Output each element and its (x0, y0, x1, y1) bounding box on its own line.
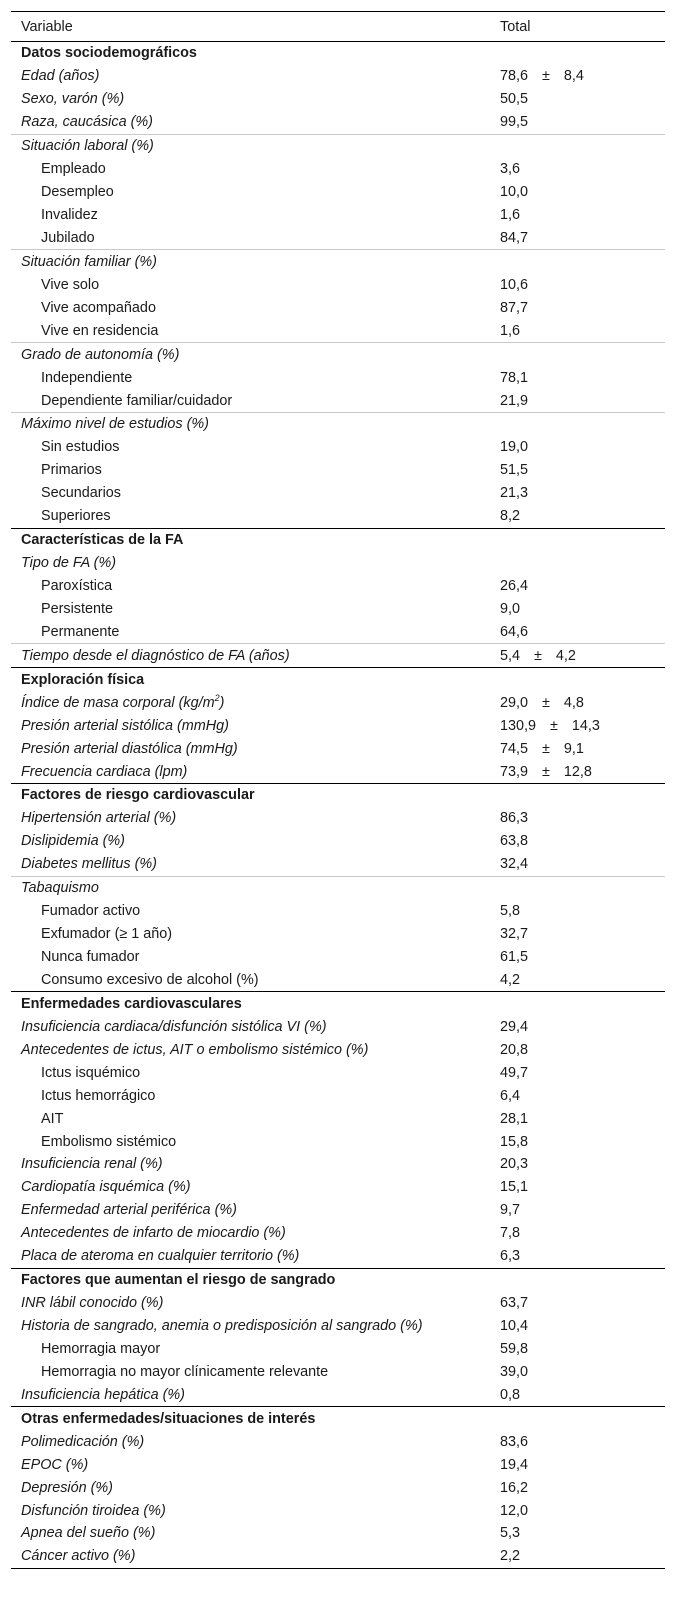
row-label-text: Diabetes mellitus (%) (21, 856, 157, 873)
row-label-text: Consumo excesivo de alcohol (%) (41, 971, 259, 988)
row-label-text: Factores que aumentan el riesgo de sangrado (21, 1272, 336, 1289)
row-value-sd: 12,8 (563, 763, 592, 780)
row-label-text: Independiente (41, 369, 133, 386)
row-value-mean: 78,6 (500, 68, 529, 85)
row-value (500, 764, 665, 780)
row-label (11, 1480, 500, 1496)
row-label-text: Antecedentes de ictus, AIT o embolismo sistémico (%) (21, 1041, 369, 1058)
row-label-text: AIT (41, 1110, 64, 1127)
row-label (11, 555, 500, 571)
row-label (11, 578, 500, 594)
table-row (11, 876, 665, 900)
row-label-text: Situación familiar (%) (21, 253, 157, 270)
row-value (500, 68, 665, 84)
row-label (11, 184, 500, 200)
row-label (11, 787, 500, 803)
row-value: 21,3 (500, 485, 529, 502)
row-label-text: Tabaquismo (21, 880, 99, 897)
row-label-text: Empleado (41, 161, 106, 178)
table-row (11, 1107, 665, 1130)
row-label (11, 1134, 500, 1150)
row-label (11, 1111, 500, 1127)
row-label (11, 416, 500, 432)
table-row (11, 1199, 665, 1222)
row-label-text: Otras enfermedades/situaciones de interés (21, 1410, 316, 1427)
row-label (11, 972, 500, 988)
row-value: 15,8 (500, 1133, 529, 1150)
row-label-text: Vive en residencia (41, 322, 159, 339)
row-label (11, 833, 500, 849)
row-label-text: Nunca fumador (41, 949, 140, 966)
row-label-text: Historia de sangrado, anemia o predisposición al sangrado (%) (21, 1318, 423, 1335)
row-value: 10,6 (500, 276, 529, 293)
row-label (11, 1088, 500, 1104)
row-value: 7,8 (500, 1225, 521, 1242)
row-value: 59,8 (500, 1340, 529, 1357)
table-row (11, 319, 665, 342)
table-row (11, 946, 665, 969)
row-value: 12,0 (500, 1502, 529, 1519)
row-value: 61,5 (500, 949, 529, 966)
row-value: 64,6 (500, 623, 529, 640)
row-value-sd: 4,8 (563, 694, 584, 711)
row-value-sd: 4,2 (555, 647, 576, 664)
row-value: 99,5 (500, 114, 529, 131)
row-label (11, 300, 500, 316)
table-row (11, 807, 665, 830)
table-row (11, 134, 665, 158)
table-row (11, 1130, 665, 1153)
row-value: 15,1 (500, 1179, 529, 1196)
table-body (11, 42, 665, 1568)
row-value-plusminus: ± (542, 68, 550, 85)
table-bottom-rule (11, 1568, 665, 1569)
section-header-row (11, 991, 665, 1015)
row-label-text: Raza, caucásica (%) (21, 114, 153, 131)
row-label-text: Placa de ateroma en cualquier territorio (%) (21, 1248, 300, 1265)
row-label-text: Insuficiencia cardiaca/disfunción sistólica VI (%) (21, 1018, 327, 1035)
row-label (11, 1156, 500, 1172)
row-value: 0,8 (500, 1386, 521, 1403)
table-row (11, 412, 665, 436)
table-row (11, 1476, 665, 1499)
row-label-text: Embolismo sistémico (41, 1133, 177, 1150)
row-label (11, 161, 500, 177)
row-value-mean: 130,9 (500, 717, 537, 734)
row-label (11, 1341, 500, 1357)
row-label (11, 508, 500, 524)
row-value: 20,8 (500, 1041, 529, 1058)
row-label (11, 68, 500, 84)
row-value: 29,4 (500, 1018, 529, 1035)
table-row (11, 760, 665, 783)
row-label (11, 810, 500, 826)
row-value: 32,4 (500, 856, 529, 873)
row-value-mean: 5,4 (500, 647, 521, 664)
table-row (11, 575, 665, 598)
row-label (11, 347, 500, 363)
table-row (11, 1499, 665, 1522)
row-label-text: Invalidez (41, 207, 98, 224)
row-label-text: Edad (años) (21, 68, 100, 85)
row-label (11, 1295, 500, 1311)
row-label-text: Hipertensión arterial (%) (21, 810, 177, 827)
row-label (11, 1272, 500, 1288)
row-label (11, 462, 500, 478)
row-label (11, 1202, 500, 1218)
row-value-plusminus: ± (534, 647, 542, 664)
row-label-superscript: 2 (214, 692, 220, 703)
row-label-text: Dislipidemia (%) (21, 833, 125, 850)
table-row (11, 1430, 665, 1453)
table-row (11, 296, 665, 319)
row-label (11, 254, 500, 270)
row-label (11, 764, 500, 780)
row-label (11, 1387, 500, 1403)
row-label (11, 114, 500, 130)
table-row (11, 552, 665, 575)
row-value: 84,7 (500, 229, 529, 246)
row-value: 5,3 (500, 1525, 521, 1542)
section-header-row (11, 42, 665, 65)
row-label-text: Permanente (41, 623, 120, 640)
row-label (11, 996, 500, 1012)
table-row (11, 1292, 665, 1315)
row-value: 63,8 (500, 833, 529, 850)
row-value (500, 718, 665, 734)
row-value: 3,6 (500, 161, 521, 178)
table-row (11, 1222, 665, 1245)
row-label-text: Secundarios (41, 485, 121, 502)
row-label-text: Vive solo (41, 276, 100, 293)
header-variable: Variable (21, 18, 73, 35)
row-value-plusminus: ± (542, 694, 550, 711)
row-label-text: Persistente (41, 600, 113, 617)
section-header-row (11, 1406, 665, 1430)
row-value: 16,2 (500, 1479, 529, 1496)
row-value: 63,7 (500, 1295, 529, 1312)
row-label (11, 45, 500, 61)
row-label-text: Exfumador (≥ 1 año) (41, 926, 173, 943)
row-label (11, 1457, 500, 1473)
row-value-plusminus: ± (550, 717, 558, 734)
table-row (11, 1545, 665, 1568)
row-label-text: Dependiente familiar/cuidador (41, 392, 233, 409)
row-label-text: Vive acompañado (41, 299, 156, 316)
row-label-text: Sin estudios (41, 439, 120, 456)
row-value-sd: 9,1 (563, 740, 584, 757)
row-label-text: Tipo de FA (%) (21, 555, 117, 572)
row-value: 51,5 (500, 462, 529, 479)
table-row (11, 1245, 665, 1268)
table-row (11, 737, 665, 760)
row-label-text: Enfermedades cardiovasculares (21, 995, 242, 1012)
row-label-text: Ictus hemorrágico (41, 1087, 156, 1104)
row-label (11, 1019, 500, 1035)
table-row (11, 227, 665, 250)
row-label (11, 1364, 500, 1380)
row-label-text: Cáncer activo (%) (21, 1548, 136, 1565)
table-row (11, 969, 665, 992)
row-label-text: Apnea del sueño (%) (21, 1525, 156, 1542)
table-row (11, 620, 665, 643)
row-value: 5,8 (500, 903, 521, 920)
row-label-text: Sexo, varón (%) (21, 91, 125, 108)
table-row (11, 1015, 665, 1038)
row-label (11, 1434, 500, 1450)
row-value-mean: 73,9 (500, 763, 529, 780)
row-label-text: Hemorragia mayor (41, 1340, 161, 1357)
row-label (11, 1042, 500, 1058)
row-label-text: EPOC (%) (21, 1456, 89, 1473)
table-row (11, 1315, 665, 1338)
row-label (11, 323, 500, 339)
section-header-row (11, 1268, 665, 1292)
row-label-text: Paroxística (41, 578, 113, 595)
row-value: 49,7 (500, 1064, 529, 1081)
row-label (11, 439, 500, 455)
table-row (11, 1038, 665, 1061)
row-label (11, 1248, 500, 1264)
table-row (11, 505, 665, 528)
row-label-text: Datos sociodemográficos (21, 45, 197, 62)
row-label (11, 624, 500, 640)
row-label-text: Desempleo (41, 184, 114, 201)
row-label-text: Presión arterial diastólica (mmHg) (21, 740, 238, 757)
section-header-row (11, 667, 665, 691)
row-label (11, 532, 500, 548)
row-value: 78,1 (500, 369, 529, 386)
table-row (11, 342, 665, 366)
row-label (11, 138, 500, 154)
row-value: 19,0 (500, 439, 529, 456)
row-value-plusminus: ± (542, 763, 550, 780)
row-value: 87,7 (500, 299, 529, 316)
row-label-text: Tiempo desde el diagnóstico de FA (años) (21, 647, 290, 664)
table-header (11, 12, 665, 41)
row-value: 4,2 (500, 971, 521, 988)
table-row (11, 436, 665, 459)
table-row (11, 1153, 665, 1176)
row-label (11, 1525, 500, 1541)
row-label (11, 370, 500, 386)
row-value-mean: 74,5 (500, 740, 529, 757)
row-label (11, 903, 500, 919)
row-label (11, 277, 500, 293)
row-label (11, 1225, 500, 1241)
row-value (500, 648, 665, 664)
row-value: 86,3 (500, 810, 529, 827)
row-label-text: Hemorragia no mayor clínicamente relevante (41, 1363, 329, 1380)
table-row (11, 1383, 665, 1406)
row-value: 1,6 (500, 207, 521, 224)
table-row (11, 598, 665, 621)
row-value: 9,7 (500, 1202, 521, 1219)
row-value: 28,1 (500, 1110, 529, 1127)
row-label-text: Depresión (%) (21, 1479, 113, 1496)
table-row (11, 111, 665, 134)
row-label (11, 393, 500, 409)
row-label-tail: ) (219, 694, 225, 711)
row-value (500, 695, 665, 711)
row-label-text: Exploración física (21, 671, 145, 688)
table-row (11, 158, 665, 181)
row-label-text: Insuficiencia hepática (%) (21, 1386, 185, 1403)
row-label (11, 1065, 500, 1081)
row-label (11, 1503, 500, 1519)
row-value-sd: 8,4 (563, 68, 584, 85)
table-row (11, 691, 665, 714)
table-row (11, 900, 665, 923)
row-value: 19,4 (500, 1456, 529, 1473)
table-row (11, 88, 665, 111)
row-label-text: Polimedicación (%) (21, 1433, 145, 1450)
row-label-text: Factores de riesgo cardiovascular (21, 787, 255, 804)
row-value: 10,4 (500, 1318, 529, 1335)
table-row (11, 1084, 665, 1107)
table-row (11, 65, 665, 88)
row-value: 8,2 (500, 508, 521, 525)
row-label-text: Fumador activo (41, 903, 141, 920)
table-row (11, 459, 665, 482)
row-label (11, 207, 500, 223)
section-header-row (11, 528, 665, 552)
row-value: 10,0 (500, 184, 529, 201)
row-label (11, 880, 500, 896)
table-row (11, 1522, 665, 1545)
row-label-text: Disfunción tiroidea (%) (21, 1502, 166, 1519)
row-label-text: INR lábil conocido (%) (21, 1295, 164, 1312)
row-value: 6,3 (500, 1248, 521, 1265)
row-value: 20,3 (500, 1156, 529, 1173)
row-label (11, 856, 500, 872)
table-row (11, 1360, 665, 1383)
row-value: 1,6 (500, 322, 521, 339)
table-row (11, 181, 665, 204)
row-label (11, 692, 500, 711)
row-value (500, 741, 665, 757)
row-label (11, 91, 500, 107)
row-label-text: Índice de masa corporal (kg/m (21, 694, 215, 711)
table-row (11, 249, 665, 273)
row-value: 21,9 (500, 392, 529, 409)
section-header-row (11, 783, 665, 807)
row-label-text: Insuficiencia renal (%) (21, 1156, 163, 1173)
table-row (11, 273, 665, 296)
row-label (11, 230, 500, 246)
row-label-text: Grado de autonomía (%) (21, 346, 180, 363)
row-value-plusminus: ± (542, 740, 550, 757)
row-label (11, 741, 500, 757)
row-value: 50,5 (500, 91, 529, 108)
row-label (11, 949, 500, 965)
row-label (11, 926, 500, 942)
row-label-text: Antecedentes de infarto de miocardio (%) (21, 1225, 286, 1242)
row-label (11, 718, 500, 734)
row-value: 9,0 (500, 600, 521, 617)
table-row (11, 482, 665, 505)
table-row (11, 1176, 665, 1199)
table-row (11, 923, 665, 946)
row-label-text: Presión arterial sistólica (mmHg) (21, 717, 229, 734)
row-value: 32,7 (500, 926, 529, 943)
row-label (11, 1411, 500, 1427)
table-row (11, 714, 665, 737)
row-label (11, 672, 500, 688)
row-value-sd: 14,3 (571, 717, 600, 734)
row-label (11, 485, 500, 501)
row-value: 6,4 (500, 1087, 521, 1104)
row-label (11, 1548, 500, 1564)
row-label (11, 648, 500, 664)
table-row (11, 853, 665, 876)
table-row (11, 830, 665, 853)
row-label-text: Jubilado (41, 229, 95, 246)
table-row (11, 204, 665, 227)
row-value: 39,0 (500, 1363, 529, 1380)
data-table (11, 0, 665, 1569)
row-value: 26,4 (500, 578, 529, 595)
row-label (11, 1179, 500, 1195)
row-value: 83,6 (500, 1433, 529, 1450)
row-label-text: Características de la FA (21, 532, 184, 549)
row-value-mean: 29,0 (500, 694, 529, 711)
table-row (11, 643, 665, 667)
row-label-text: Enfermedad arterial periférica (%) (21, 1202, 237, 1219)
row-label-text: Superiores (41, 508, 111, 525)
row-label-text: Máximo nivel de estudios (%) (21, 416, 209, 433)
header-total: Total (500, 18, 531, 35)
row-label-text: Ictus isquémico (41, 1064, 141, 1081)
row-label-text: Cardiopatía isquémica (%) (21, 1179, 191, 1196)
row-label (11, 601, 500, 617)
table-row (11, 1453, 665, 1476)
table-row (11, 1061, 665, 1084)
row-value: 2,2 (500, 1548, 521, 1565)
row-label (11, 1318, 500, 1334)
table-row (11, 1338, 665, 1361)
row-label-text: Primarios (41, 462, 102, 479)
table-row (11, 366, 665, 389)
table-row (11, 389, 665, 412)
row-label-text: Frecuencia cardiaca (lpm) (21, 763, 188, 780)
row-label-text: Situación laboral (%) (21, 138, 154, 155)
